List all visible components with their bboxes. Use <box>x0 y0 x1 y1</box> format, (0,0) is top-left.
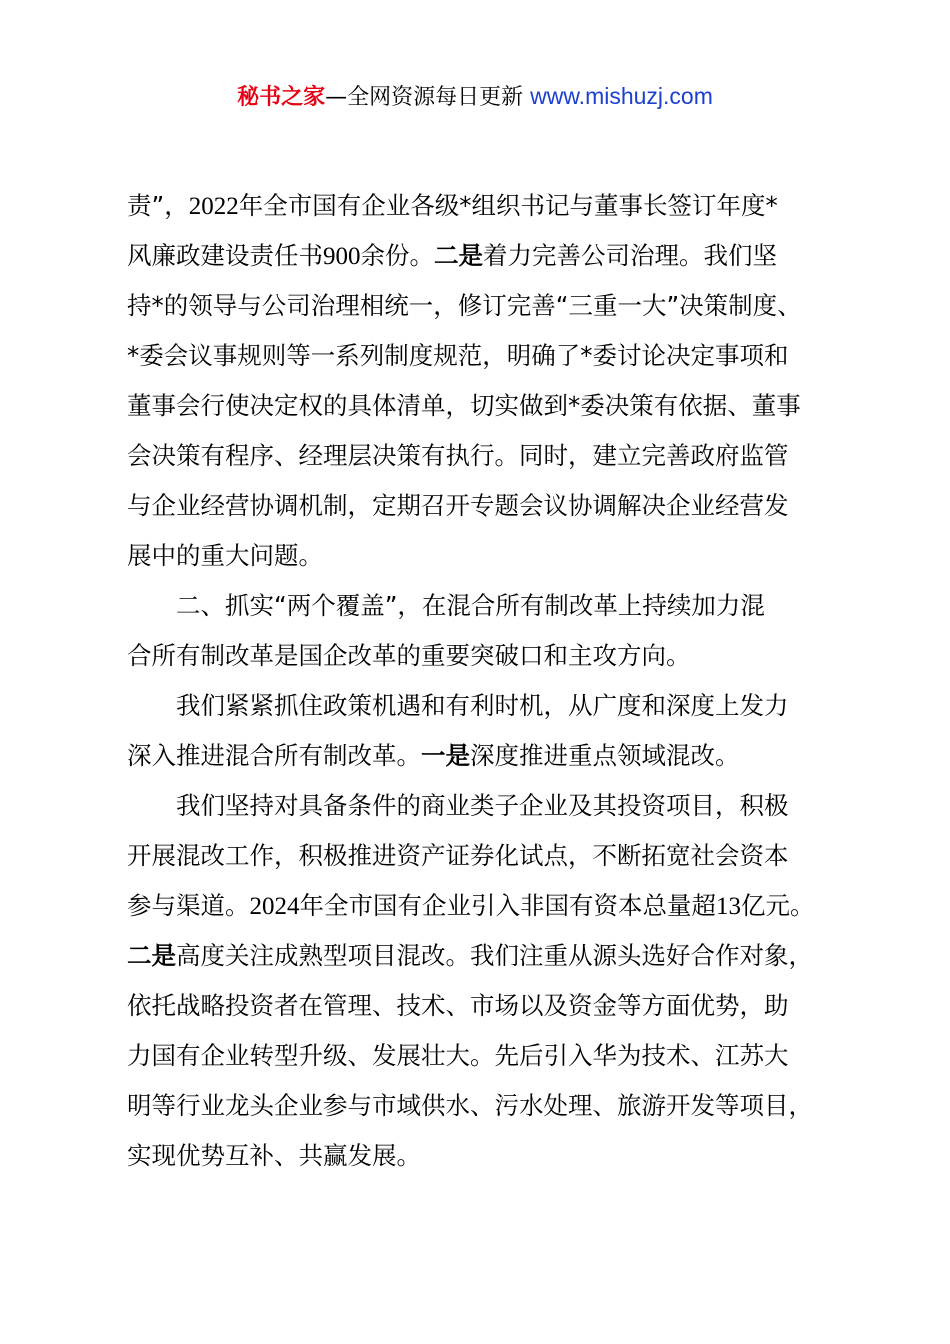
text-segment: 责”， <box>127 191 189 220</box>
text-line <box>127 831 855 881</box>
text-segment: *委会议事规则等一系列制度规范，明确了*委讨论决定事项和 <box>127 341 789 370</box>
bold-label: 二是 <box>434 241 483 270</box>
text-segment: 余份。 <box>360 241 434 270</box>
site-tagline: —全网资源每日更新 <box>325 85 531 110</box>
text-line <box>127 581 855 631</box>
text-segment: 会决策有程序、经理层决策有执行。同时，建立完善政府监管 <box>127 441 789 470</box>
text-line <box>127 1081 855 1131</box>
text-segment: 展中的重大问题。 <box>127 541 323 570</box>
text-line <box>127 231 855 281</box>
text-line <box>127 631 855 681</box>
text-segment: 依托战略投资者在管理、技术、市场以及资金等方面优势，助 <box>127 991 789 1020</box>
text-segment: 力国有企业转型升级、发展壮大。先后引入华为技术、江苏大 <box>127 1041 789 1070</box>
number-text: 2022 <box>188 193 239 220</box>
site-brand: 秘书之家 <box>237 85 326 110</box>
text-segment: 年全市国有企业各级*组织书记与董事长签订年度* <box>238 191 778 220</box>
text-segment: 合所有制改革是国企改革的重要突破口和主攻方向。 <box>127 641 691 670</box>
text-segment: 着力完善公司治理。我们坚 <box>483 241 777 270</box>
text-line <box>127 731 855 781</box>
text-segment: 年全市国有企业引入非国有资本总量超 <box>299 891 716 920</box>
text-segment: 明等行业龙头企业参与市域供水、污水处理、旅游开发等项目， <box>127 1091 813 1120</box>
text-segment: 高度关注成熟型项目混改。我们注重从源头选好合作对象， <box>176 941 813 970</box>
bold-label: 二是 <box>127 941 176 970</box>
document-body <box>127 181 855 1181</box>
text-segment: 深度推进重点领域混改。 <box>470 741 740 770</box>
text-line <box>127 781 855 831</box>
text-line <box>127 531 855 581</box>
text-line <box>127 931 855 981</box>
text-line <box>127 1131 855 1181</box>
text-segment: 深入推进混合所有制改革。 <box>127 741 421 770</box>
text-line <box>127 281 855 331</box>
text-segment: 持*的领导与公司治理相统一，修订完善“三重一大”决策制度、 <box>127 291 802 320</box>
text-line <box>127 1031 855 1081</box>
text-line <box>127 481 855 531</box>
text-line <box>127 331 855 381</box>
number-text: 2024 <box>249 893 300 920</box>
text-line <box>127 681 855 731</box>
text-segment: 风廉政建设责任书 <box>127 241 323 270</box>
text-line <box>127 881 855 931</box>
text-line <box>127 981 855 1031</box>
text-segment: 亿元。 <box>741 891 815 920</box>
text-line <box>127 381 855 431</box>
page-header <box>0 80 950 114</box>
text-line <box>127 431 855 481</box>
number-text: 13 <box>716 893 741 920</box>
text-segment: 参与渠道。 <box>127 891 250 920</box>
text-segment: 实现优势互补、共赢发展。 <box>127 1141 421 1170</box>
text-segment: 二、抓实“两个覆盖”，在混合所有制改革上持续加力混 <box>176 591 765 620</box>
text-segment: 我们坚持对具备条件的商业类子企业及其投资项目，积极 <box>176 791 789 820</box>
bold-label: 一是 <box>421 741 470 770</box>
text-segment: 我们紧紧抓住政策机遇和有利时机，从广度和深度上发力 <box>176 691 789 720</box>
site-url-link[interactable]: www.mishuzj.com <box>530 83 713 109</box>
text-segment: 开展混改工作，积极推进资产证券化试点，不断拓宽社会资本 <box>127 841 789 870</box>
text-segment: 董事会行使决定权的具体清单，切实做到*委决策有依据、董事 <box>127 391 801 420</box>
text-segment: 与企业经营协调机制，定期召开专题会议协调解决企业经营发 <box>127 491 789 520</box>
number-text: 900 <box>323 243 361 270</box>
text-line <box>127 181 855 231</box>
